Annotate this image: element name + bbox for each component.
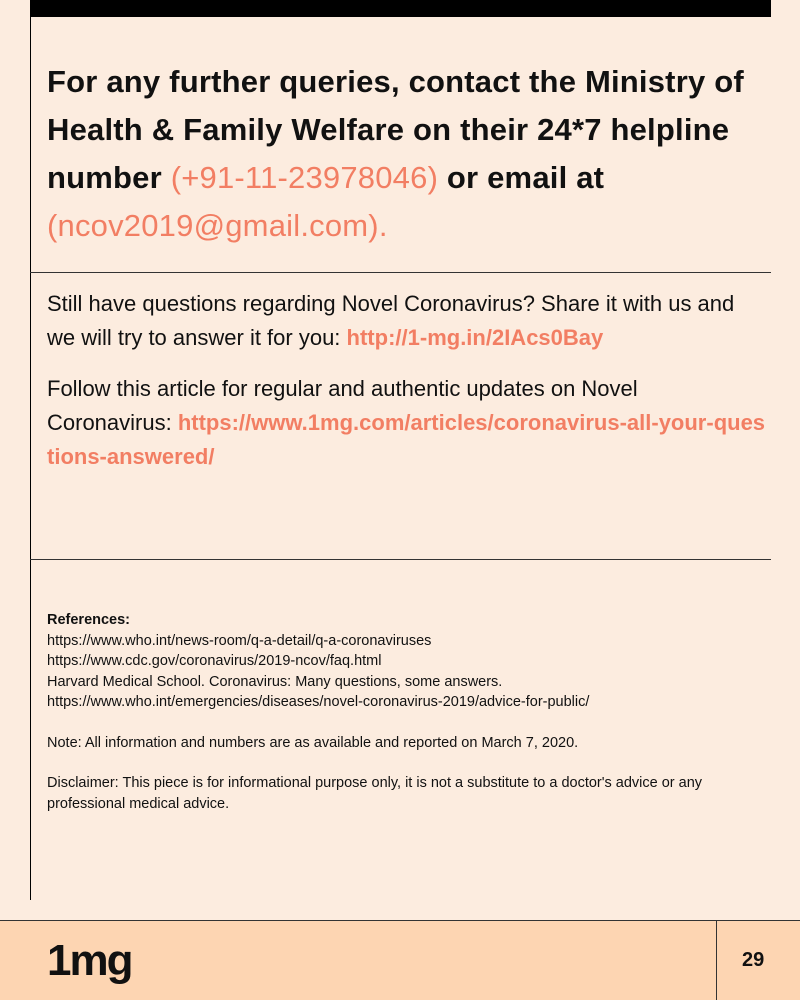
note-text: Note: All information and numbers are as available and reported on March 7, 2020. [47,734,579,751]
references-title: References: [47,612,131,628]
references-section [47,610,767,814]
questions-link[interactable]: http://1-mg.in/2IAcs0Bay [346,325,604,350]
helpline-number[interactable]: (+91-11-23978046) [170,160,439,195]
questions-text: Still have questions regarding Novel Coronavirus? Share it with us and we will try to answer it for you: [47,291,735,350]
reference-item: https://www.cdc.gov/coronavirus/2019-ncov/faq.html [47,653,382,669]
footer-divider [716,921,717,1000]
divider-top [30,272,771,273]
top-bar [30,0,771,17]
footer [0,920,800,1000]
reference-item: https://www.who.int/emergencies/diseases/novel-coronavirus-2019/advice-for-public/ [47,694,590,710]
page-number: 29 [742,949,765,971]
headline-text-2: or email at [438,160,605,195]
left-rule [30,17,31,900]
article-link[interactable]: https://www.1mg.com/articles/coronavirus-all-your-questions-answered/ [47,410,766,469]
headline [47,58,762,250]
reference-item: https://www.who.int/news-room/q-a-detail/q-a-coronaviruses [47,632,432,649]
disclaimer-text: Disclaimer: This piece is for informational purpose only, it is not a substitute to a doctor's advice or any professional medical advice. [47,775,703,812]
follow-text: Follow this article for regular and authentic updates on Novel Coronavirus: [47,376,638,435]
divider-bottom [30,559,771,560]
brand-logo: 1mg [47,936,132,985]
reference-item: Harvard Medical School. Coronavirus: Many questions, some answers. [47,673,503,690]
questions-paragraph [47,287,767,355]
follow-paragraph [47,372,767,474]
headline-text-1: For any further queries, contact the Ministry of Health & Family Welfare on their 24*7 helpline number [47,64,744,195]
contact-email[interactable]: (ncov2019@gmail.com). [47,208,388,243]
